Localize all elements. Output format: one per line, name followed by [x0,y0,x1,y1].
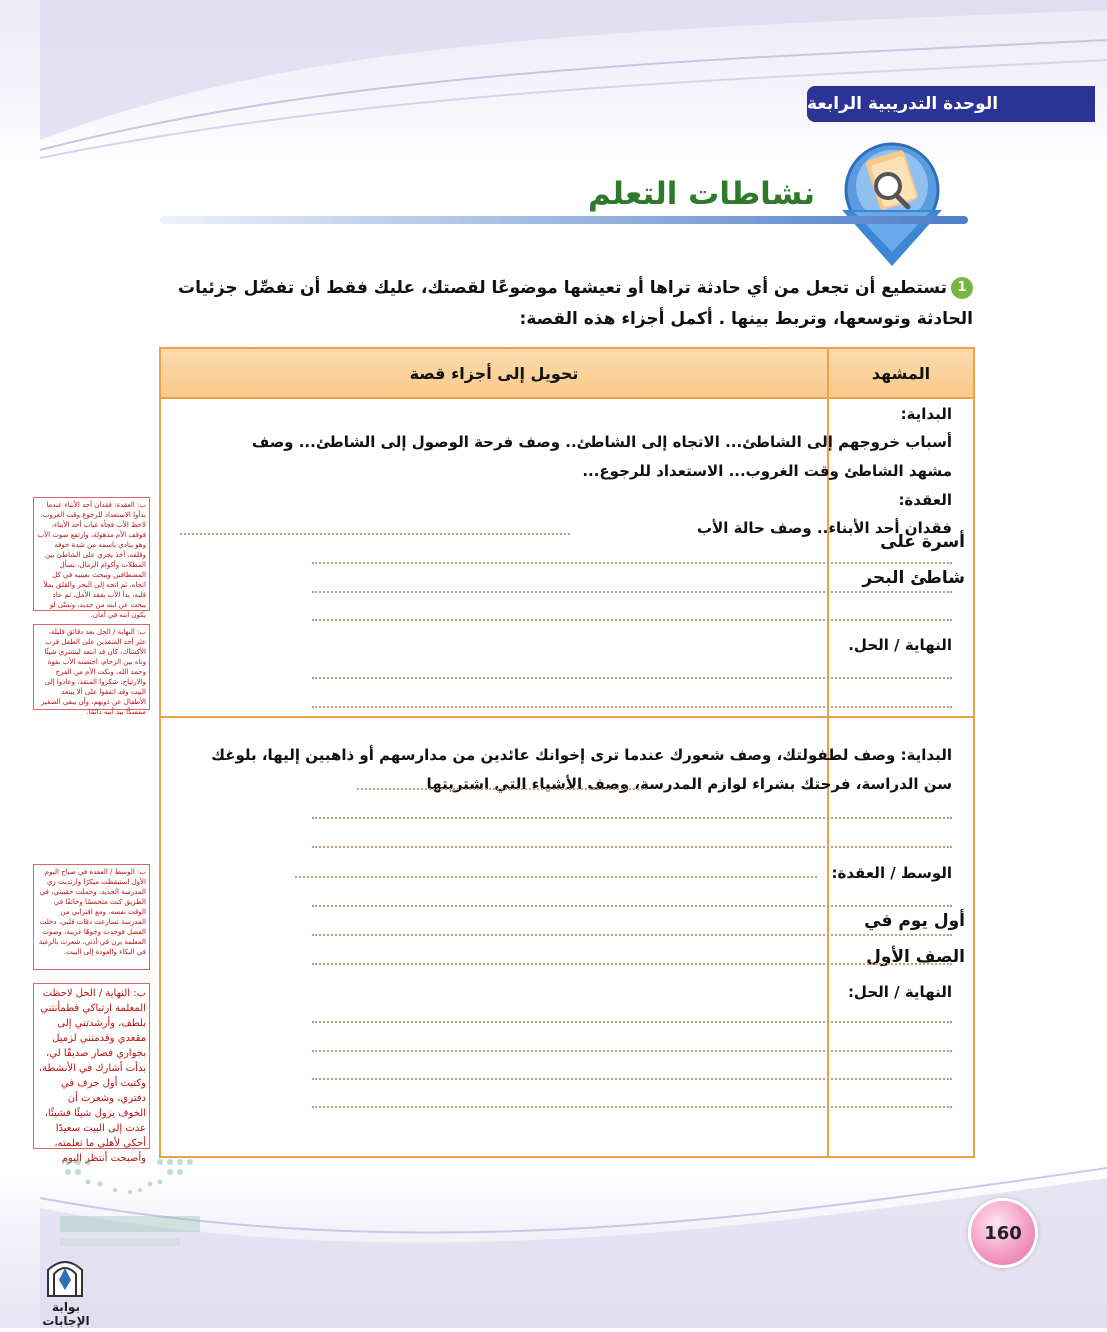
answer-line[interactable] [312,706,952,708]
side-note-answer: ب: النهاية / الحل بعد دقائق قليلة، عثر أحد المنقذين على الطفل قرب الأكشاك، كان قد ابتعد ليشتري شيئًا وتاه بين الزحام، احتضنه الأب بقوة وحمد الله، وبكت الأم من الفرح والارتياح، شكروا المنقذ، وعادوا إلى البيت وقد اتفقوا على ألا يبتعد الأطفال عن ذويهم، وأن يبقى الصغير ممسكًا بيد أبيه دائمًا. [33,624,150,710]
row1-knot-label: العقدة: [898,491,952,509]
section-title: نشاطات التعلم [588,176,815,212]
row2-beginning-line1: البداية: وصف لطفولتك، وصف شعورك عندما ترى إخوانك عائدين من مدارسهم أو ذاهبين إليها، بلوغك [211,746,952,764]
question-number-badge: 1 [951,277,973,299]
search-folder-icon [832,140,952,268]
side-note-answer: ب: الوسط / العقدة في صباح اليوم الأول استيقظت مبكرًا وارتديت زي المدرسة الجديد، وحملت حقيبتي، في الطريق كنت متحمسًا وخائفًا في الوقت نفسه، ومع اقترابي من المدرسة تسارعت دقات قلبي، دخلت الفصل فوجدت وجوهًا غريبة، وصوت المعلمة يرن في أذني، شعرت بالرغبة في البكاء والعودة إلى البيت. [33,864,150,970]
row1-beginning-line2: مشهد الشاطئ وقت الغروب... الاستعداد للرجوع... [582,462,952,480]
answer-line[interactable] [357,788,647,790]
side-note-answer: ب: العقدة: فقدان أحد الأبناء عندما بدأوا الاستعداد للرجوع وقت الغروب، لاحظ الأب فجأة غياب أحد الأبناء، فوقف الأم مذهولة، وارتفع صوت الأب وهو ينادي باسمه من شدة خوفه وقلقه، أخذ يجري على الشاطئ بين المظلات وأكوام الرمال، يسأل المصطافين ويبحث بعينيه في كل اتجاه، ثم اتجه إلى البحر والقلق يملأ قلبه، بدأ الأب يفقد الأمل، ثم عاد يبحث عن ابنه من جديد، وتمنّى لو يكون ابنه في أمان. [33,497,150,611]
answers-gate-logo-text: بوابة الإجابات [42,1300,90,1328]
answer-line[interactable] [312,1050,952,1052]
answer-line[interactable] [312,591,952,593]
row1-knot-line: فقدان أحد الأبناء.. وصف حالة الأب [697,519,952,537]
answer-line[interactable] [312,1021,952,1023]
answer-line[interactable] [180,533,570,535]
answer-line[interactable] [312,1106,952,1108]
header-scene: المشهد [871,363,931,383]
row1-end-label: النهاية / الحل. [848,636,952,654]
answer-line[interactable] [295,876,817,878]
title-underline [160,216,968,224]
ministry-watermark-logo [60,1154,200,1264]
answer-line[interactable] [312,1078,952,1080]
answer-line[interactable] [312,846,952,848]
answer-line[interactable] [312,677,952,679]
page-number: 160 [968,1198,1038,1268]
answers-gate-logo-icon [44,1254,86,1298]
question-text: تستطيع أن تجعل من أي حادثة تراها أو تعيشها موضوعًا لقصتك، عليك فقط أن تفصِّل جزئيات الحادثة وتوسعها، وتربط بينها . أكمل أجزاء هذه القصة: [178,278,973,329]
answer-line[interactable] [312,817,952,819]
question-text-block [155,273,973,335]
answer-line[interactable] [312,562,952,564]
row2-beginning-line2: سن الدراسة، فرحتك بشراء لوازم المدرسة، وصف الأشياء التي اشتريتها [426,775,952,793]
row2-middle-label: الوسط / العقدة: [831,864,952,882]
row1-beginning-line1: أسباب خروجهم إلى الشاطئ... الاتجاه إلى الشاطئ.. وصف فرحة الوصول إلى الشاطئ... وصف [251,433,952,451]
answer-line[interactable] [312,619,952,621]
scene-beach-family: أسرة على شاطئ البحر [862,532,965,588]
row2-end-label: النهاية / الحل: [847,983,952,1001]
answer-line[interactable] [312,963,952,965]
side-note-answer: ب: النهاية / الحل لاحظت المعلمة ارتباكي فطمأنتني بلطف، وأرشدتني إلى مقعدي وقدمتني لزميل بجواري فصار صديقًا لي، بدأت أشارك في الأنشطة، وكتبت أول حرف في دفتري، وشعرت أن الخوف يزول شيئًا فشيئًا، عدت إلى البيت سعيدًا أحكي لأهلي ما تعلمته، وأصبحت أنتظر اليوم [33,983,150,1149]
row1-beginning-label: البداية: [900,405,952,423]
answer-line[interactable] [312,905,952,907]
header-transform: تحويل إلى أجزاء قصة [409,363,579,383]
unit-title: الوحدة التدريبية الرابعة [807,86,1095,122]
answer-line[interactable] [312,934,952,936]
scene-first-school-day: أول يوم في الصف الأول [864,911,965,967]
row-divider [161,716,973,718]
